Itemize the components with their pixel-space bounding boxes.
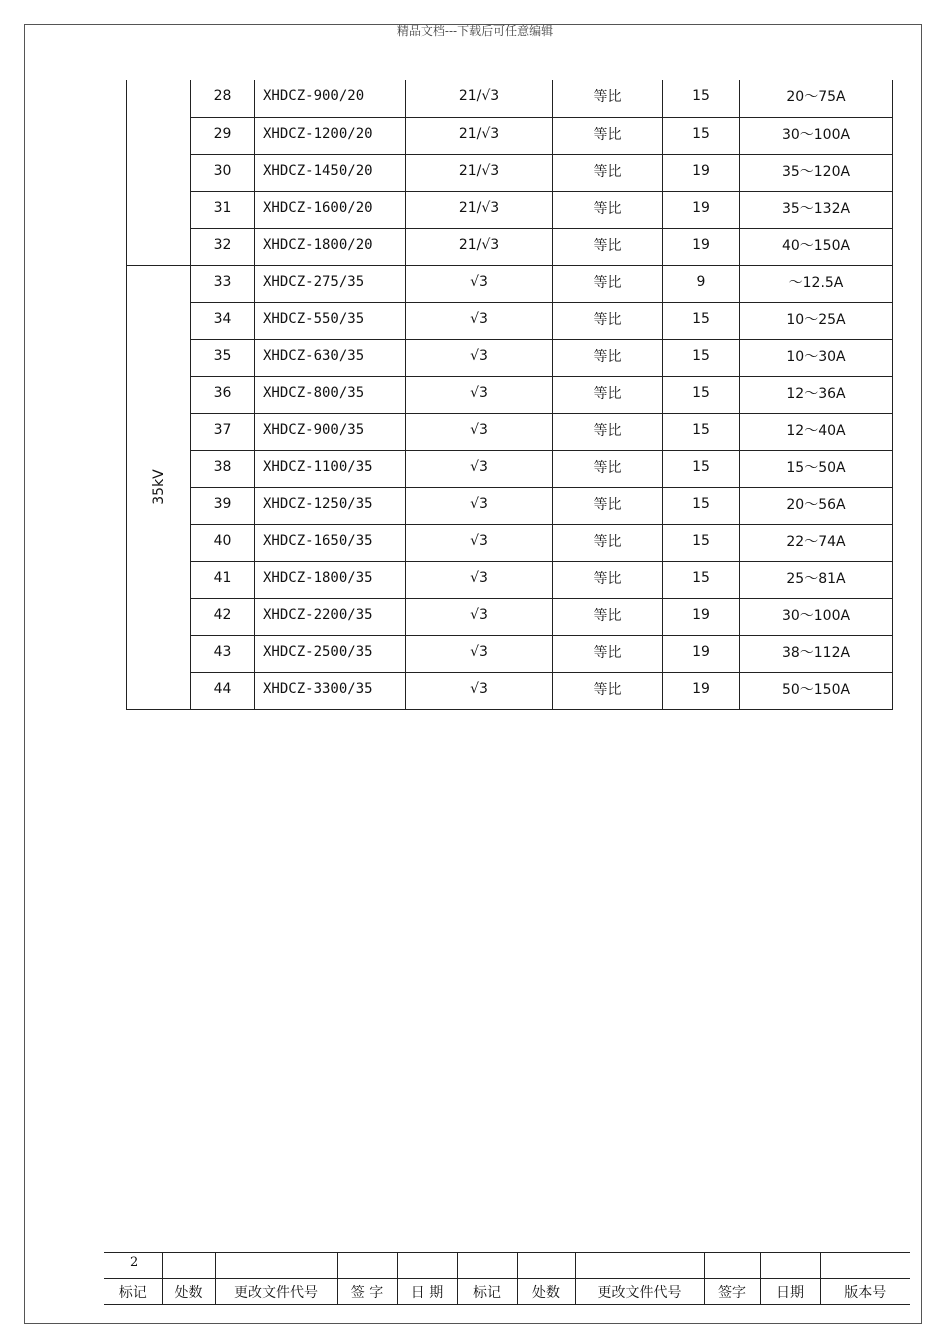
taps-cell: 15 bbox=[663, 80, 740, 117]
revision-entry-cell bbox=[215, 1253, 337, 1279]
table-row bbox=[127, 228, 893, 265]
voltage-group-cell bbox=[127, 80, 191, 265]
table-row bbox=[127, 487, 893, 524]
revision-block bbox=[104, 1252, 910, 1305]
table-row bbox=[127, 191, 893, 228]
model-cell: XHDCZ-1800/35 bbox=[255, 561, 406, 598]
revision-header-cell: 签 字 bbox=[337, 1279, 397, 1305]
row-number: 32 bbox=[191, 228, 255, 265]
revision-entry-cell bbox=[575, 1253, 704, 1279]
range-cell: 12～36A bbox=[740, 376, 893, 413]
model-cell: XHDCZ-3300/35 bbox=[255, 672, 406, 709]
row-number: 37 bbox=[191, 413, 255, 450]
range-cell: 38～112A bbox=[740, 635, 893, 672]
ratio-cell: √3 bbox=[406, 487, 553, 524]
table-row bbox=[127, 561, 893, 598]
model-cell: XHDCZ-2500/35 bbox=[255, 635, 406, 672]
ratio-cell: √3 bbox=[406, 339, 553, 376]
ratio-cell: 21/√3 bbox=[406, 154, 553, 191]
model-cell: XHDCZ-1250/35 bbox=[255, 487, 406, 524]
type-cell: 等比 bbox=[553, 80, 663, 117]
row-number: 43 bbox=[191, 635, 255, 672]
range-cell: 25～81A bbox=[740, 561, 893, 598]
model-cell: XHDCZ-1800/20 bbox=[255, 228, 406, 265]
table-row bbox=[127, 302, 893, 339]
row-number: 41 bbox=[191, 561, 255, 598]
header-watermark: 精品文档---下载后可任意编辑 bbox=[396, 24, 554, 38]
revision-header-cell: 标记 bbox=[104, 1279, 162, 1305]
taps-cell: 15 bbox=[663, 450, 740, 487]
model-cell: XHDCZ-275/35 bbox=[255, 265, 406, 302]
type-cell: 等比 bbox=[553, 413, 663, 450]
revision-entry-cell bbox=[820, 1253, 910, 1279]
taps-cell: 15 bbox=[663, 339, 740, 376]
row-number: 31 bbox=[191, 191, 255, 228]
range-cell: 30～100A bbox=[740, 598, 893, 635]
taps-cell: 19 bbox=[663, 672, 740, 709]
taps-cell: 9 bbox=[663, 265, 740, 302]
revision-entry-cell bbox=[760, 1253, 820, 1279]
type-cell: 等比 bbox=[553, 635, 663, 672]
revision-entry-cell bbox=[337, 1253, 397, 1279]
voltage-group-label: 35kV bbox=[150, 469, 167, 505]
taps-cell: 19 bbox=[663, 154, 740, 191]
range-cell: 22～74A bbox=[740, 524, 893, 561]
range-cell: 35～132A bbox=[740, 191, 893, 228]
model-cell: XHDCZ-2200/35 bbox=[255, 598, 406, 635]
ratio-cell: 21/√3 bbox=[406, 191, 553, 228]
type-cell: 等比 bbox=[553, 524, 663, 561]
range-cell: 10～30A bbox=[740, 339, 893, 376]
row-number: 30 bbox=[191, 154, 255, 191]
ratio-cell: √3 bbox=[406, 672, 553, 709]
model-cell: XHDCZ-1100/35 bbox=[255, 450, 406, 487]
taps-cell: 15 bbox=[663, 376, 740, 413]
revision-header-cell: 日 期 bbox=[397, 1279, 457, 1305]
ratio-cell: √3 bbox=[406, 450, 553, 487]
taps-cell: 15 bbox=[663, 302, 740, 339]
taps-cell: 19 bbox=[663, 191, 740, 228]
ratio-cell: 21/√3 bbox=[406, 80, 553, 117]
taps-cell: 19 bbox=[663, 598, 740, 635]
table-row bbox=[127, 635, 893, 672]
table-row bbox=[127, 598, 893, 635]
ratio-cell: 21/√3 bbox=[406, 117, 553, 154]
ratio-cell: √3 bbox=[406, 635, 553, 672]
type-cell: 等比 bbox=[553, 561, 663, 598]
revision-header-cell: 签字 bbox=[704, 1279, 760, 1305]
table-row bbox=[127, 524, 893, 561]
row-number: 36 bbox=[191, 376, 255, 413]
revision-entry-cell bbox=[457, 1253, 517, 1279]
range-cell: 20～75A bbox=[740, 80, 893, 117]
type-cell: 等比 bbox=[553, 302, 663, 339]
type-cell: 等比 bbox=[553, 154, 663, 191]
range-cell: 50～150A bbox=[740, 672, 893, 709]
revision-header-cell: 处数 bbox=[162, 1279, 215, 1305]
revision-entry-cell bbox=[517, 1253, 575, 1279]
row-number: 40 bbox=[191, 524, 255, 561]
row-number: 35 bbox=[191, 339, 255, 376]
row-number: 39 bbox=[191, 487, 255, 524]
ratio-cell: √3 bbox=[406, 561, 553, 598]
row-number: 38 bbox=[191, 450, 255, 487]
model-cell: XHDCZ-800/35 bbox=[255, 376, 406, 413]
model-cell: XHDCZ-1200/20 bbox=[255, 117, 406, 154]
range-cell: 12～40A bbox=[740, 413, 893, 450]
spec-table bbox=[126, 80, 893, 710]
ratio-cell: √3 bbox=[406, 376, 553, 413]
row-number: 44 bbox=[191, 672, 255, 709]
taps-cell: 19 bbox=[663, 228, 740, 265]
revision-entry-cell bbox=[397, 1253, 457, 1279]
type-cell: 等比 bbox=[553, 228, 663, 265]
range-cell: 40～150A bbox=[740, 228, 893, 265]
revision-entry-cell bbox=[162, 1253, 215, 1279]
voltage-group-cell bbox=[127, 265, 191, 709]
ratio-cell: √3 bbox=[406, 598, 553, 635]
type-cell: 等比 bbox=[553, 117, 663, 154]
type-cell: 等比 bbox=[553, 191, 663, 228]
revision-header-row bbox=[104, 1279, 910, 1305]
ratio-cell: √3 bbox=[406, 524, 553, 561]
ratio-cell: √3 bbox=[406, 265, 553, 302]
model-cell: XHDCZ-550/35 bbox=[255, 302, 406, 339]
revision-header-cell: 更改文件代号 bbox=[575, 1279, 704, 1305]
taps-cell: 15 bbox=[663, 524, 740, 561]
revision-header-cell: 日期 bbox=[760, 1279, 820, 1305]
model-cell: XHDCZ-630/35 bbox=[255, 339, 406, 376]
revision-entry-cell bbox=[704, 1253, 760, 1279]
type-cell: 等比 bbox=[553, 487, 663, 524]
range-cell: 20～56A bbox=[740, 487, 893, 524]
model-cell: XHDCZ-900/20 bbox=[255, 80, 406, 117]
model-cell: XHDCZ-1650/35 bbox=[255, 524, 406, 561]
table-row bbox=[127, 265, 893, 302]
range-cell: ～12.5A bbox=[740, 265, 893, 302]
table-row bbox=[127, 154, 893, 191]
row-number: 42 bbox=[191, 598, 255, 635]
type-cell: 等比 bbox=[553, 598, 663, 635]
revision-header-cell: 标记 bbox=[457, 1279, 517, 1305]
revision-header-cell: 更改文件代号 bbox=[215, 1279, 337, 1305]
taps-cell: 19 bbox=[663, 635, 740, 672]
range-cell: 35～120A bbox=[740, 154, 893, 191]
taps-cell: 15 bbox=[663, 561, 740, 598]
table-row bbox=[127, 450, 893, 487]
type-cell: 等比 bbox=[553, 339, 663, 376]
ratio-cell: √3 bbox=[406, 302, 553, 339]
table-row bbox=[127, 80, 893, 117]
row-number: 29 bbox=[191, 117, 255, 154]
type-cell: 等比 bbox=[553, 376, 663, 413]
model-cell: XHDCZ-1450/20 bbox=[255, 154, 406, 191]
model-cell: XHDCZ-900/35 bbox=[255, 413, 406, 450]
revision-entry-row bbox=[104, 1253, 910, 1279]
row-number: 34 bbox=[191, 302, 255, 339]
ratio-cell: 21/√3 bbox=[406, 228, 553, 265]
taps-cell: 15 bbox=[663, 487, 740, 524]
taps-cell: 15 bbox=[663, 117, 740, 154]
ratio-cell: √3 bbox=[406, 413, 553, 450]
revision-header-cell: 处数 bbox=[517, 1279, 575, 1305]
type-cell: 等比 bbox=[553, 450, 663, 487]
revision-header-cell: 版本号 bbox=[820, 1279, 910, 1305]
row-number: 28 bbox=[191, 80, 255, 117]
range-cell: 15～50A bbox=[740, 450, 893, 487]
table-row bbox=[127, 672, 893, 709]
taps-cell: 15 bbox=[663, 413, 740, 450]
page-number: 2 bbox=[104, 1253, 162, 1279]
table-row bbox=[127, 339, 893, 376]
type-cell: 等比 bbox=[553, 672, 663, 709]
range-cell: 30～100A bbox=[740, 117, 893, 154]
table-row bbox=[127, 413, 893, 450]
row-number: 33 bbox=[191, 265, 255, 302]
range-cell: 10～25A bbox=[740, 302, 893, 339]
table-row bbox=[127, 376, 893, 413]
type-cell: 等比 bbox=[553, 265, 663, 302]
model-cell: XHDCZ-1600/20 bbox=[255, 191, 406, 228]
table-row bbox=[127, 117, 893, 154]
